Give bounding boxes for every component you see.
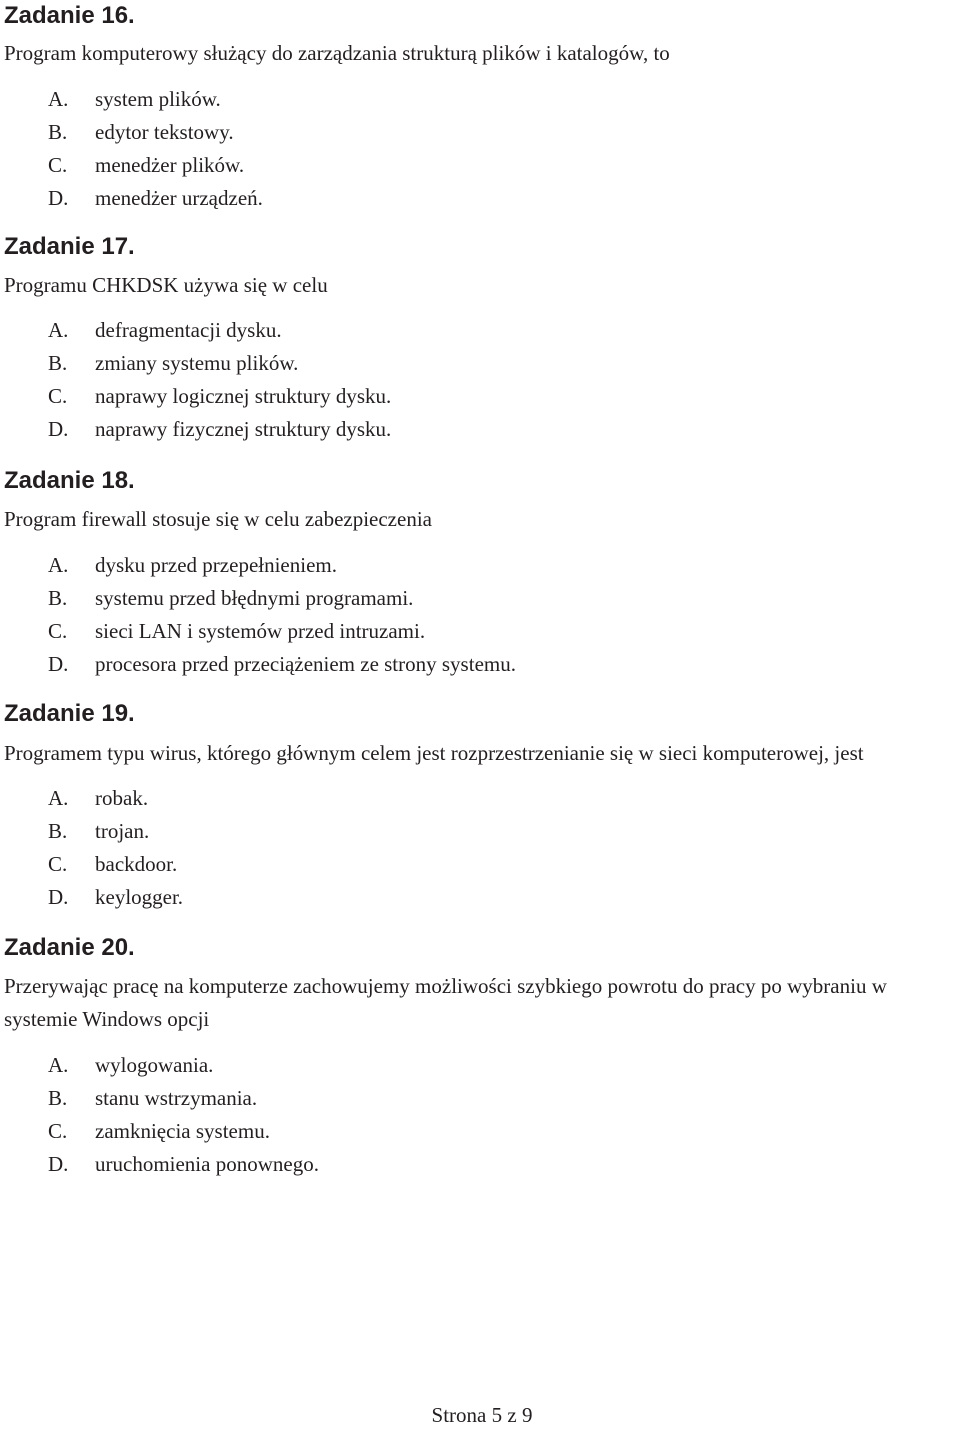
answer-letter: B. (48, 586, 68, 610)
task-title: Zadanie 18. (4, 467, 135, 494)
answer-letter: C. (48, 852, 68, 876)
task-question: Przerywając pracę na komputerze zachowujemy możliwości szybkiego powrotu do pracy po wybraniu w systemie Windows opcji (4, 974, 887, 1031)
answer-text: defragmentacji dysku. (95, 318, 282, 342)
answer-text: menedżer urządzeń. (95, 186, 263, 210)
answer-letter: B. (48, 819, 68, 843)
task-question: Program firewall stosuje się w celu zabezpieczenia (4, 507, 432, 531)
answer-text: dysku przed przepełnieniem. (95, 553, 337, 577)
answer-letter: C. (48, 619, 68, 643)
task-title: Zadanie 17. (4, 233, 135, 260)
answer-text: menedżer plików. (95, 153, 245, 177)
task-question: Programu CHKDSK używa się w celu (4, 273, 328, 297)
answer-letter: C. (48, 384, 68, 408)
page-number-footer: Strona 5 z 9 (431, 1403, 533, 1427)
answer-text: backdoor. (95, 852, 178, 876)
answer-letter: D. (48, 186, 69, 210)
task-title: Zadanie 19. (4, 700, 135, 727)
answer-text: keylogger. (95, 885, 184, 909)
answer-text: systemu przed błędnymi programami. (95, 586, 414, 610)
answer-letter: D. (48, 1152, 69, 1176)
answer-text: zmiany systemu plików. (95, 351, 299, 375)
answer-letter: A. (48, 1053, 69, 1077)
answer-letter: C. (48, 1119, 68, 1143)
answer-text: trojan. (95, 819, 150, 843)
answer-letter: B. (48, 351, 68, 375)
answer-text: system plików. (95, 87, 221, 111)
answer-letter: A. (48, 553, 69, 577)
answer-letter: B. (48, 1086, 68, 1110)
task-title: Zadanie 16. (4, 2, 135, 29)
answer-text: stanu wstrzymania. (95, 1086, 258, 1110)
answer-text: robak. (95, 786, 149, 810)
answer-text: sieci LAN i systemów przed intruzami. (95, 619, 426, 643)
answer-text: naprawy logicznej struktury dysku. (95, 384, 392, 408)
answer-letter: B. (48, 120, 68, 144)
answer-text: edytor tekstowy. (95, 120, 234, 144)
answer-letter: A. (48, 786, 69, 810)
task-question: Programem typu wirus, którego głównym celem jest rozprzestrzenianie się w sieci komputerowej, jest (4, 741, 864, 765)
answer-letter: A. (48, 318, 69, 342)
answer-letter: D. (48, 652, 69, 676)
task-title: Zadanie 20. (4, 934, 135, 961)
answer-text: zamknięcia systemu. (95, 1119, 270, 1143)
answer-letter: C. (48, 153, 68, 177)
answer-text: uruchomienia ponownego. (95, 1152, 319, 1176)
task-question: Program komputerowy służący do zarządzania strukturą plików i katalogów, to (4, 41, 670, 65)
answer-text: naprawy fizycznej struktury dysku. (95, 417, 392, 441)
answer-letter: D. (48, 885, 69, 909)
answer-letter: A. (48, 87, 69, 111)
answer-letter: D. (48, 417, 69, 441)
answer-text: procesora przed przeciążeniem ze strony systemu. (95, 652, 516, 676)
answer-text: wylogowania. (95, 1053, 214, 1077)
